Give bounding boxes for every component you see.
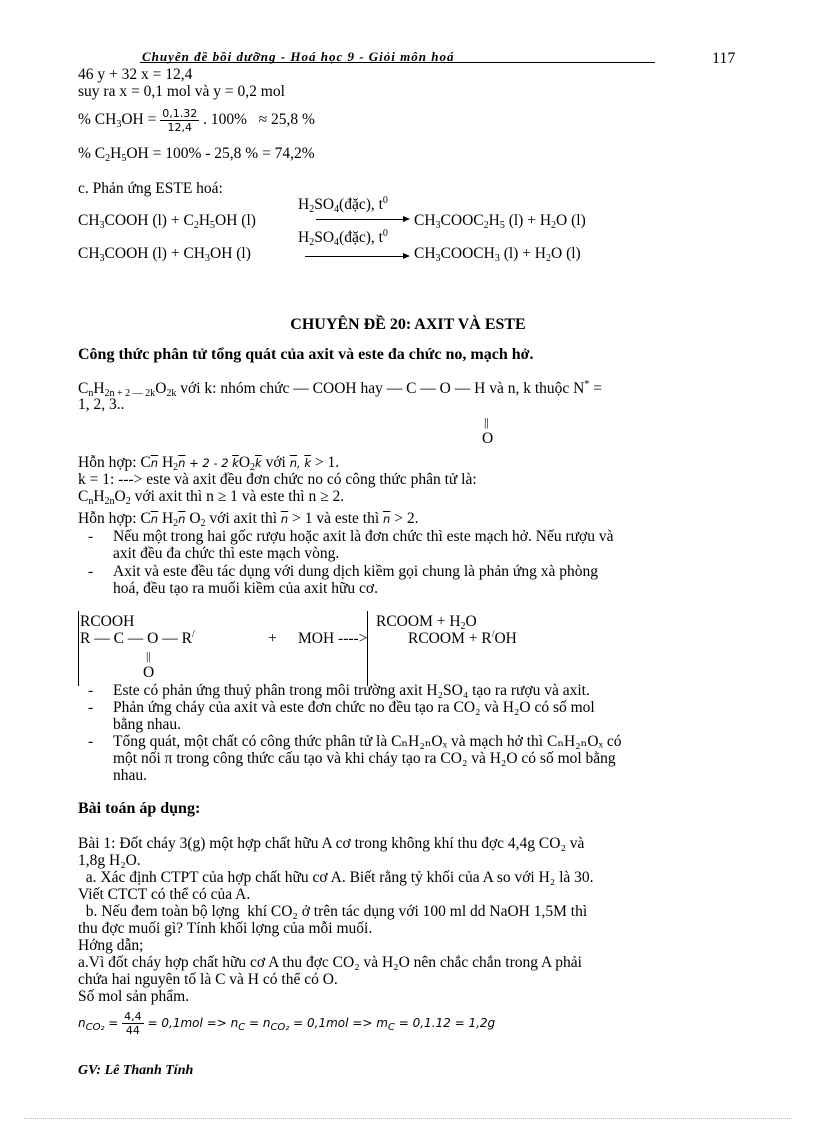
condition-1-text: (đặc), t	[339, 196, 383, 213]
scheme-mid-bar	[367, 611, 368, 686]
mol-fraction-num: 4,4	[124, 1010, 142, 1023]
mixture-line-1-end: > 1.	[311, 454, 340, 471]
general-formula-line2: 1, 2, 3..	[78, 396, 125, 413]
reaction-2-right: $CH_3COOCH_3$ $(l) + H_2O$ (l)	[414, 245, 581, 264]
running-title: Chuyên đề bồi dưỡng - Hoá học 9 - Giỏi môn hoá	[142, 49, 455, 64]
k-equals-1: k = 1: ---> este và axit đều đơn chức no có công thức phân tử là:	[78, 471, 477, 488]
cnh2no2-text: với axit thì n ≥ 1 và este thì n ≥ 2.	[130, 488, 345, 505]
exercise-line: a.Vì đốt cháy hợp chất hữu cơ A thu đợc CO₂ và H₂O nên chắc chắn trong A phải	[78, 954, 582, 971]
bullet-4-line-2: bằng nhau.	[113, 716, 182, 733]
bullet-dash: -	[88, 563, 94, 580]
reaction-1-right-text: COOC	[440, 212, 484, 229]
chapter-title: CHUYÊN ĐỀ 20: AXIT VÀ ESTE	[290, 316, 526, 333]
reaction-2-right-text: COOCH	[440, 245, 495, 262]
pct-ch3oh-tail: OH =	[121, 111, 161, 128]
carbonyl-oxygen: O	[482, 430, 494, 447]
mol-result-2: = 0,1mol	[293, 1016, 349, 1030]
scheme-product-2-end: OH	[494, 630, 517, 647]
mixture-line-1: Hỗn hợp: $C\overline{n}$ $H_2\overline{n} + 2 - 2$ $\overline{k}O_2\overline{k}$ với $\overline{n}$, $\overline{k} > 1$.	[78, 454, 340, 473]
pct-c2h5oh-text: OH = 100% - 25,8 % = 74,2%	[126, 145, 315, 162]
condition-2-text: (đặc), t	[339, 229, 383, 246]
bullet-1-line-2: axit đều đa chức thì este mạch vòng.	[113, 545, 340, 562]
mol-result-3: = 0,1.12 = 1,2g	[398, 1016, 496, 1030]
bullet-4-line-1: Phản ứng cháy của axit và este đơn chức no đều tạo ra CO₂ và H₂O có số mol	[113, 699, 595, 716]
mixture-line-1-tail: với	[261, 454, 290, 471]
pct-c2h5oh: % $C_2H_5OH = 100\% - 25,8$ % = 74,2%	[78, 145, 315, 164]
scheme-base: MOH ---->	[298, 630, 368, 647]
bullet-2-line-1: Axit và este đều tác dụng với dung dịch kiềm gọi chung là phản ứng xà phòng	[113, 563, 598, 580]
bullet-dash: -	[88, 699, 94, 716]
pct-ch3oh-label: % CH	[78, 111, 117, 128]
footer-rule	[24, 1118, 792, 1119]
chapter-subtitle: Công thức phân tử tổng quát của axit và este đa chức no, mạch hở.	[78, 346, 534, 363]
general-formula-text: với k: nhóm chức — COOH hay — C — O — H và n, k thuộc N	[176, 380, 585, 397]
author-footer: GV: Lê Thanh Tính	[78, 1063, 194, 1078]
mol-result-1: = 0,1mol	[147, 1016, 203, 1030]
mixture-line-2: Hỗn hợp: $C\overline{n}$ $H_2\overline{n}$ $O_2$ với axit thì $\overline{n} > 1$ và este thì $\overline{n} > 2$.	[78, 510, 419, 529]
carbonyl-bond: ||	[484, 415, 489, 429]
exercise-line: b. Nếu đem toàn bộ lợng khí CO₂ ở trên tác dụng với 100 ml dd NaOH 1,5M thì	[78, 903, 588, 920]
bullet-5-line-1: Tổng quát, một chất có công thức phân tử là CₙH₂ₙOₓ và mạch hở thì CₙH₂ₙOₓ có	[113, 733, 622, 750]
mol-fraction-den: 44	[122, 1023, 144, 1037]
pct-ch3oh-result: ≈ 25,8 %	[258, 111, 315, 128]
scheme-product-1: RCOOM + $H_2O$	[376, 613, 477, 632]
mixture-line-2-mid: với axit thì	[205, 510, 281, 527]
mixture-line-1-head: Hỗn hợp: C	[78, 454, 151, 471]
reaction-1-left-text: COOH (l) + C	[104, 212, 194, 229]
mixture-line-2-end: > 2.	[390, 510, 419, 527]
exercise-line: thu đợc muối gì? Tính khối lợng của mỗi muối.	[78, 920, 373, 937]
exercise-line: Số mol sản phẩm.	[78, 988, 190, 1005]
exercise-line: 1,8g H₂O.	[78, 852, 141, 869]
scheme-product-1-end: O	[465, 613, 477, 630]
bullet-2-line-2: hoá, đều tạo ra muối kiềm của axit hữu cơ.	[113, 580, 378, 597]
page-number: 117	[712, 50, 736, 67]
fraction-numerator: 0,1.32	[162, 106, 198, 120]
calc-line-1: 46 y + 32 x = 12,4	[78, 66, 193, 83]
bullet-1-line-1: Nếu một trong hai gốc rượu hoặc axit là đơn chức thì este mạch hở. Nếu rượu và	[113, 528, 614, 545]
mixture-line-2-mid2: > 1 và este thì	[288, 510, 384, 527]
scheme-ester-text: R — C — O — R	[80, 630, 192, 647]
mol-calculation: $n_{CO_2}$ = $\frac{4,4}{44}$ = $0,1mol => n_C = n_{CO_2} = 0,1mol => m_C = 0,1.12 = 1,2g$	[78, 1010, 496, 1037]
exercise-line: Hớng dẫn;	[78, 937, 144, 954]
bullet-5-line-3: nhau.	[113, 767, 148, 784]
mixture-line-2-head: Hỗn hợp: C	[78, 510, 151, 527]
pct-ch3oh: % $CH_3OH$ = $\frac{0,1.32}{12,4}$ . 100% ≈ 25,8 %	[78, 106, 315, 134]
reaction-2-arrow	[305, 256, 408, 257]
cnh2no2-line: $C_nH_{2n}O_2$ với axit thì n ≥ 1 và este thì n ≥ 2.	[78, 488, 345, 507]
reaction-2-left-text: COOH (l) + CH	[104, 245, 205, 262]
bullet-3-line-1: Este có phản ứng thuỷ phân trong môi trường axit H₂SO₄ tạo ra rượu và axit.	[113, 682, 590, 699]
condition-2: $H_2SO_4(đặc)$, $t^0$	[298, 228, 388, 248]
exercise-line: a. Xác định CTPT của hợp chất hữu cơ A. Biết rằng tỷ khối của A so với H₂ là 30.	[78, 869, 594, 886]
scheme-oxygen: O	[143, 664, 155, 681]
fraction	[160, 107, 199, 134]
scheme-ester: R — C — O — R/	[80, 629, 195, 647]
header-rule	[140, 62, 655, 63]
calc-line-2: suy ra x = 0,1 mol và y = 0,2 mol	[78, 83, 285, 100]
bullet-5-line-2: một nối π trong công thức cấu tạo và khi cháy tạo ra CO₂ và H₂O có số mol bằng	[113, 750, 616, 767]
bullet-dash: -	[88, 733, 94, 750]
exercise-line: Bài 1: Đốt cháy 3(g) một hợp chất hữu A cơ trong không khí thu đợc 4,4g CO₂ và	[78, 835, 585, 852]
exercise-line: Viết CTCT có thể có của A.	[78, 886, 251, 903]
scheme-bond: ||	[146, 649, 151, 663]
fraction-denominator: 12,4	[160, 120, 199, 134]
scheme-product-2: RCOOM + R/OH	[408, 629, 517, 647]
bullet-dash: -	[88, 682, 94, 699]
scheme-left-bar	[78, 611, 79, 686]
reaction-1-right: $CH_3COOC_2H_5$ $(l) + H_2O$ (l)	[414, 212, 586, 231]
bullet-dash: -	[88, 528, 94, 545]
ester-heading: c. Phản ứng ESTE hoá:	[78, 180, 223, 197]
mol-fraction	[122, 1010, 144, 1037]
general-formula-end: =	[589, 380, 602, 397]
exercise-line: chứa hai nguyên tố là C và H có thể có O.	[78, 971, 338, 988]
scheme-plus: +	[268, 630, 277, 647]
condition-1: $H_2SO_4(đặc)$, $t^0$	[298, 195, 388, 215]
scheme-product-2-text: RCOOM + R	[408, 630, 492, 647]
scheme-rcooh: RCOOH	[80, 613, 135, 630]
pct-ch3oh-after: . 100%	[203, 111, 248, 128]
exercise-heading: Bài toán áp dụng:	[78, 800, 201, 817]
reaction-1-arrow	[316, 219, 408, 220]
general-formula: $C_nH_{2n + 2 — 2k}O_{2k}$ với k: nhóm chức — COOH hay — C — O — H và n, k thuộc N* =	[78, 379, 602, 399]
scheme-product-1-text: RCOOM + H	[376, 613, 461, 630]
reaction-2-left: $CH_3COOH$ $(l) + CH_3OH$ (l)	[78, 245, 251, 264]
reaction-1-left: $CH_3COOH$ $(l) + C_2H_5OH$ (l)	[78, 212, 256, 231]
